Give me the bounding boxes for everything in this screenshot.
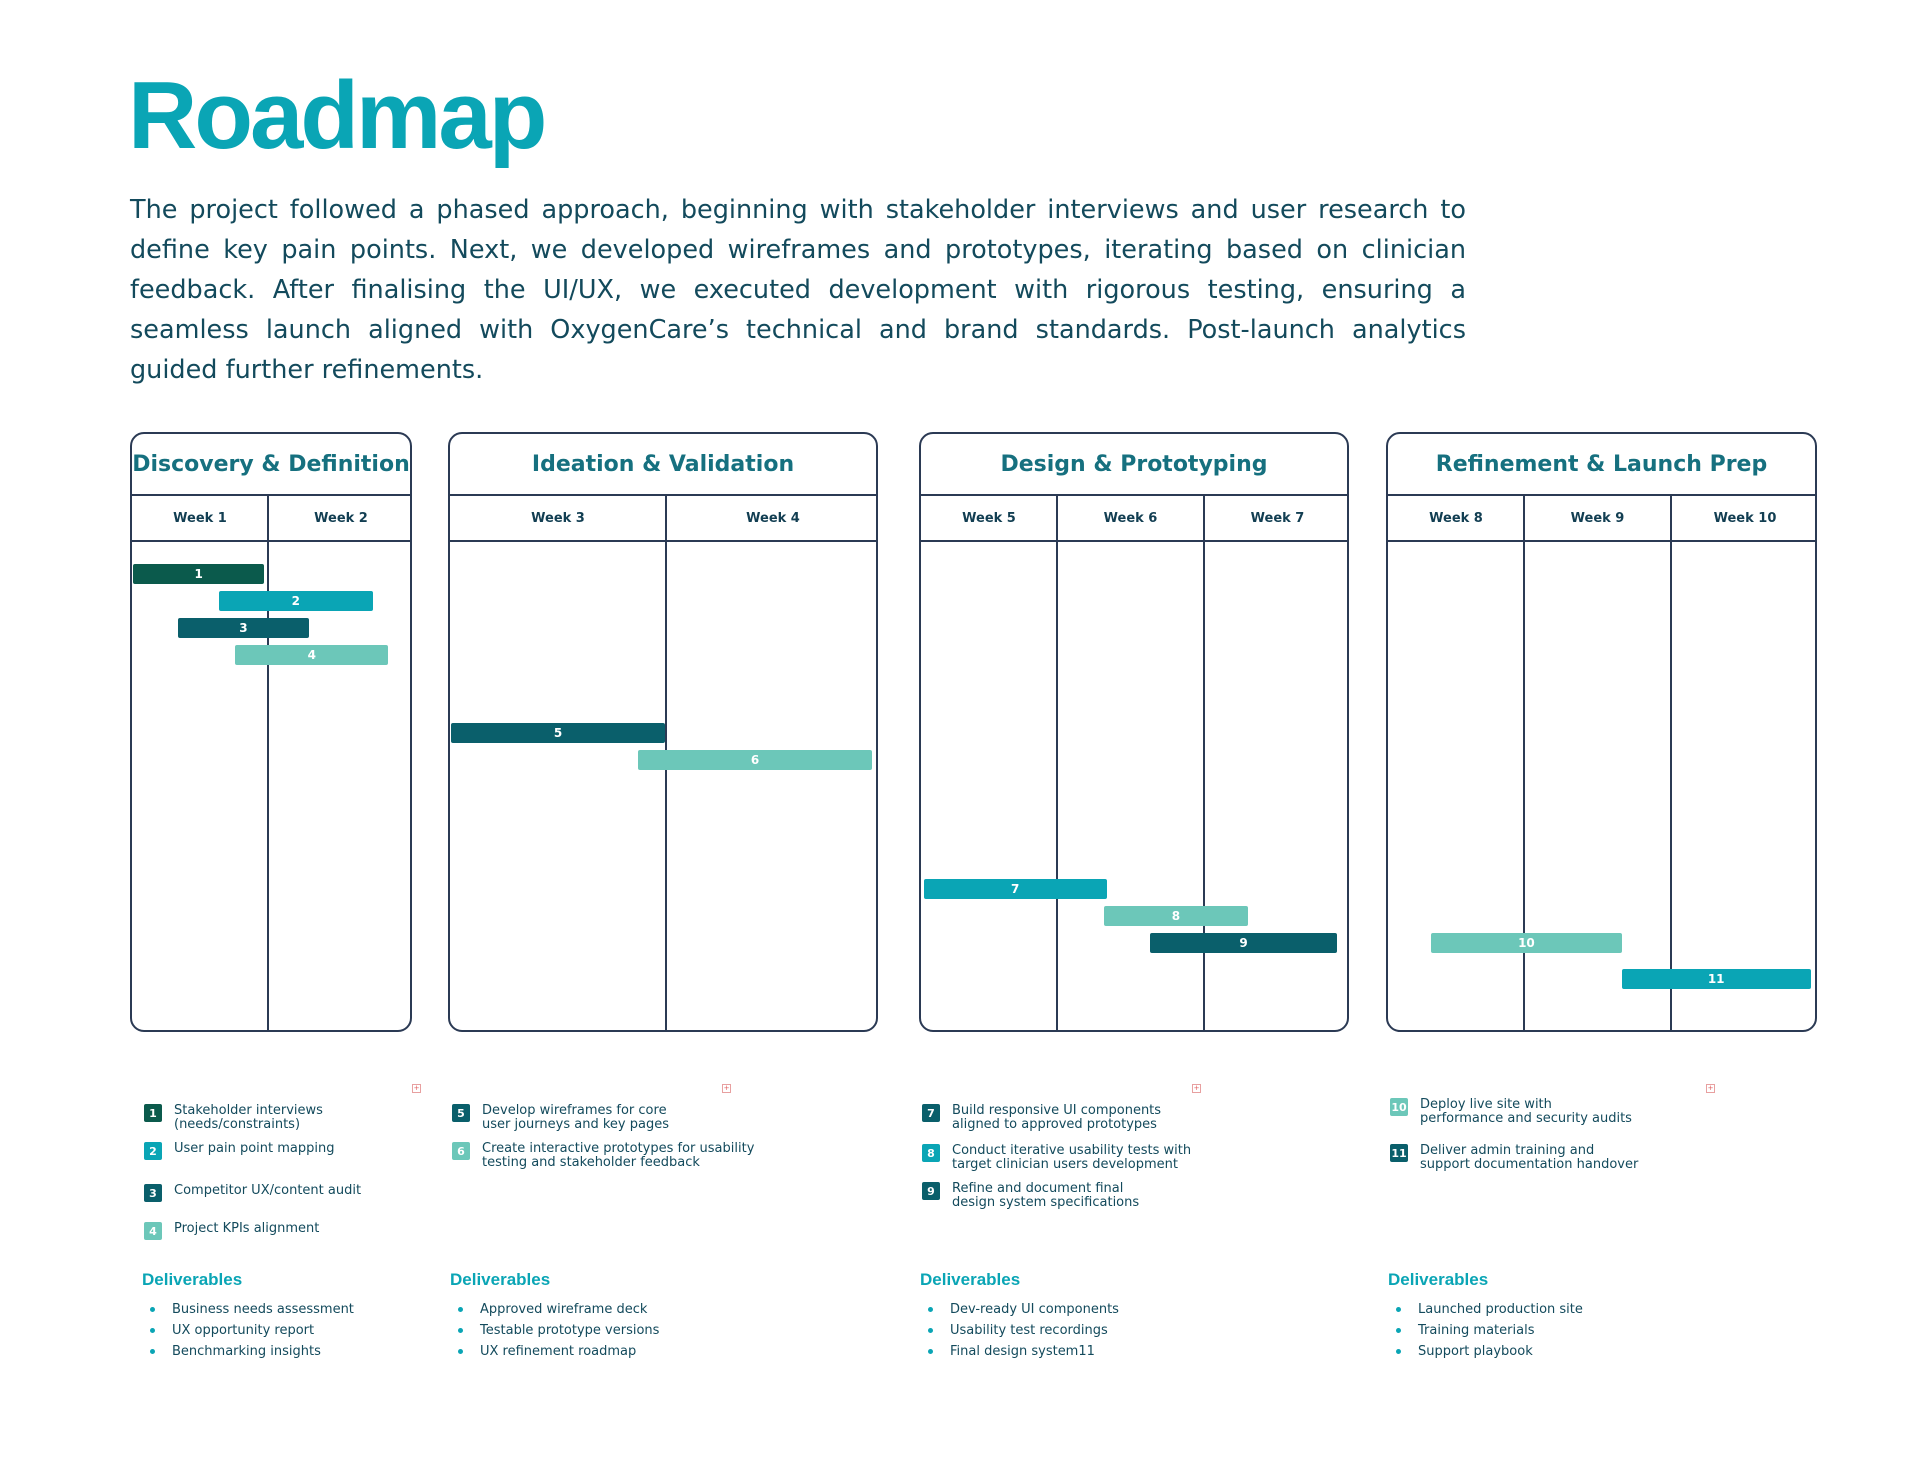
deliverable-item: Testable prototype versions [450,1323,659,1344]
deliverables-heading: Deliverables [920,1270,1021,1289]
phase-title: Discovery & Definition [132,434,410,496]
task-number-badge: 10 [1390,1098,1408,1116]
week-label: Week 8 [1429,510,1483,526]
week-label: Week 2 [314,510,368,526]
weeks-header-row [1388,496,1815,542]
task-description: User pain point mapping [174,1141,335,1156]
task-number-badge: 2 [144,1142,162,1160]
task-description: Develop wireframes for core user journeys and key pages [482,1103,669,1132]
deliverable-item: Benchmarking insights [142,1344,354,1365]
deliverables-heading: Deliverables [1388,1270,1489,1289]
gantt-bar-3: 3 [178,618,310,638]
deliverable-item: Training materials [1388,1323,1583,1344]
phase-title: Refinement & Launch Prep [1388,434,1815,496]
task-item [144,1184,464,1202]
task-description: Competitor UX/content audit [174,1183,362,1198]
task-item [1390,1098,1710,1126]
gantt-bar-2: 2 [219,591,372,611]
task-item [1390,1144,1710,1172]
expand-icon[interactable]: + [1707,1084,1714,1092]
gantt-bar-11: 11 [1622,969,1811,989]
week-label: Week 3 [531,510,585,526]
week-label: Week 5 [962,510,1016,526]
task-item [922,1182,1242,1210]
task-number-badge: 6 [452,1142,470,1160]
task-number-badge: 7 [922,1104,940,1122]
deliverables-list [920,1302,1119,1365]
gantt-bar-6: 6 [638,750,871,770]
task-item [144,1142,464,1160]
task-item [922,1144,1242,1172]
deliverable-item: Launched production site [1388,1302,1583,1323]
phase-card-2 [448,432,878,1032]
deliverable-item: UX refinement roadmap [450,1344,659,1365]
weeks-header-row [450,496,876,542]
deliverables-heading: Deliverables [450,1270,551,1289]
gantt-bar-9: 9 [1150,933,1336,953]
week-label: Week 1 [173,510,227,526]
phase-title: Design & Prototyping [921,434,1347,496]
phase-card-4 [1386,432,1817,1032]
deliverable-item: Support playbook [1388,1344,1583,1365]
week-divider [1670,496,1672,1030]
expand-icon[interactable]: + [1193,1084,1200,1092]
gantt-bar-5: 5 [451,723,665,743]
week-divider [267,496,269,1030]
task-description: Stakeholder interviews (needs/constraints) [174,1103,323,1132]
weeks-header-row [132,496,410,542]
week-label: Week 4 [746,510,800,526]
task-item [144,1104,464,1132]
deliverables-heading: Deliverables [142,1270,243,1289]
intro-paragraph: The project followed a phased approach, beginning with stakeholder interviews and user research to define key pain points. Next, we developed wireframes and prototypes, iterating based on clinician feedback. After finalising the UI/UX, we executed development with rigorous testing, ensuring a seamless launch aligned with OxygenCare’s technical and brand standards. Post-launch analytics guided further refinements. [130,195,1466,385]
task-number-badge: 11 [1390,1144,1408,1162]
gantt-bar-1: 1 [133,564,264,584]
week-divider [1056,496,1058,1030]
deliverable-item: UX opportunity report [142,1323,354,1344]
task-number-badge: 1 [144,1104,162,1122]
deliverable-item: Usability test recordings [920,1323,1119,1344]
gantt-bar-7: 7 [924,879,1107,899]
week-label: Week 7 [1250,510,1305,526]
gantt-bar-10: 10 [1431,933,1622,953]
task-description: Deploy live site with performance and security audits [1420,1097,1632,1126]
deliverable-item: Final design system11 [920,1344,1119,1365]
task-number-badge: 8 [922,1144,940,1162]
expand-icon[interactable]: + [723,1084,730,1092]
deliverable-item: Approved wireframe deck [450,1302,659,1323]
task-description: Conduct iterative usability tests with target clinician users development [952,1143,1192,1172]
task-item [452,1142,772,1170]
week-label: Week 10 [1713,510,1777,526]
task-number-badge: 3 [144,1184,162,1202]
task-number-badge: 9 [922,1182,940,1200]
expand-icon[interactable]: + [413,1084,420,1092]
page-title: Roadmap [128,62,545,169]
week-label: Week 6 [1103,510,1158,526]
weeks-header-row [921,496,1347,542]
task-description: Build responsive UI components aligned to approved prototypes [952,1103,1162,1132]
week-label: Week 9 [1570,510,1625,526]
deliverables-list [142,1302,354,1365]
deliverable-item: Dev-ready UI components [920,1302,1119,1323]
gantt-bar-4: 4 [235,645,388,665]
task-description: Project KPIs alignment [174,1221,320,1236]
task-number-badge: 4 [144,1222,162,1240]
deliverables-list [1388,1302,1583,1365]
task-description: Refine and document final design system specifications [952,1181,1140,1210]
task-number-badge: 5 [452,1104,470,1122]
task-item [144,1222,464,1240]
phase-title: Ideation & Validation [450,434,876,496]
task-description: Deliver admin training and support documentation handover [1420,1143,1639,1172]
gantt-bar-8: 8 [1104,906,1248,926]
task-item [922,1104,1242,1132]
phase-card-3 [919,432,1349,1032]
task-item [452,1104,772,1132]
deliverables-list [450,1302,659,1365]
phase-card-1 [130,432,412,1032]
task-description: Create interactive prototypes for usability testing and stakeholder feedback [482,1141,755,1170]
deliverable-item: Business needs assessment [142,1302,354,1323]
